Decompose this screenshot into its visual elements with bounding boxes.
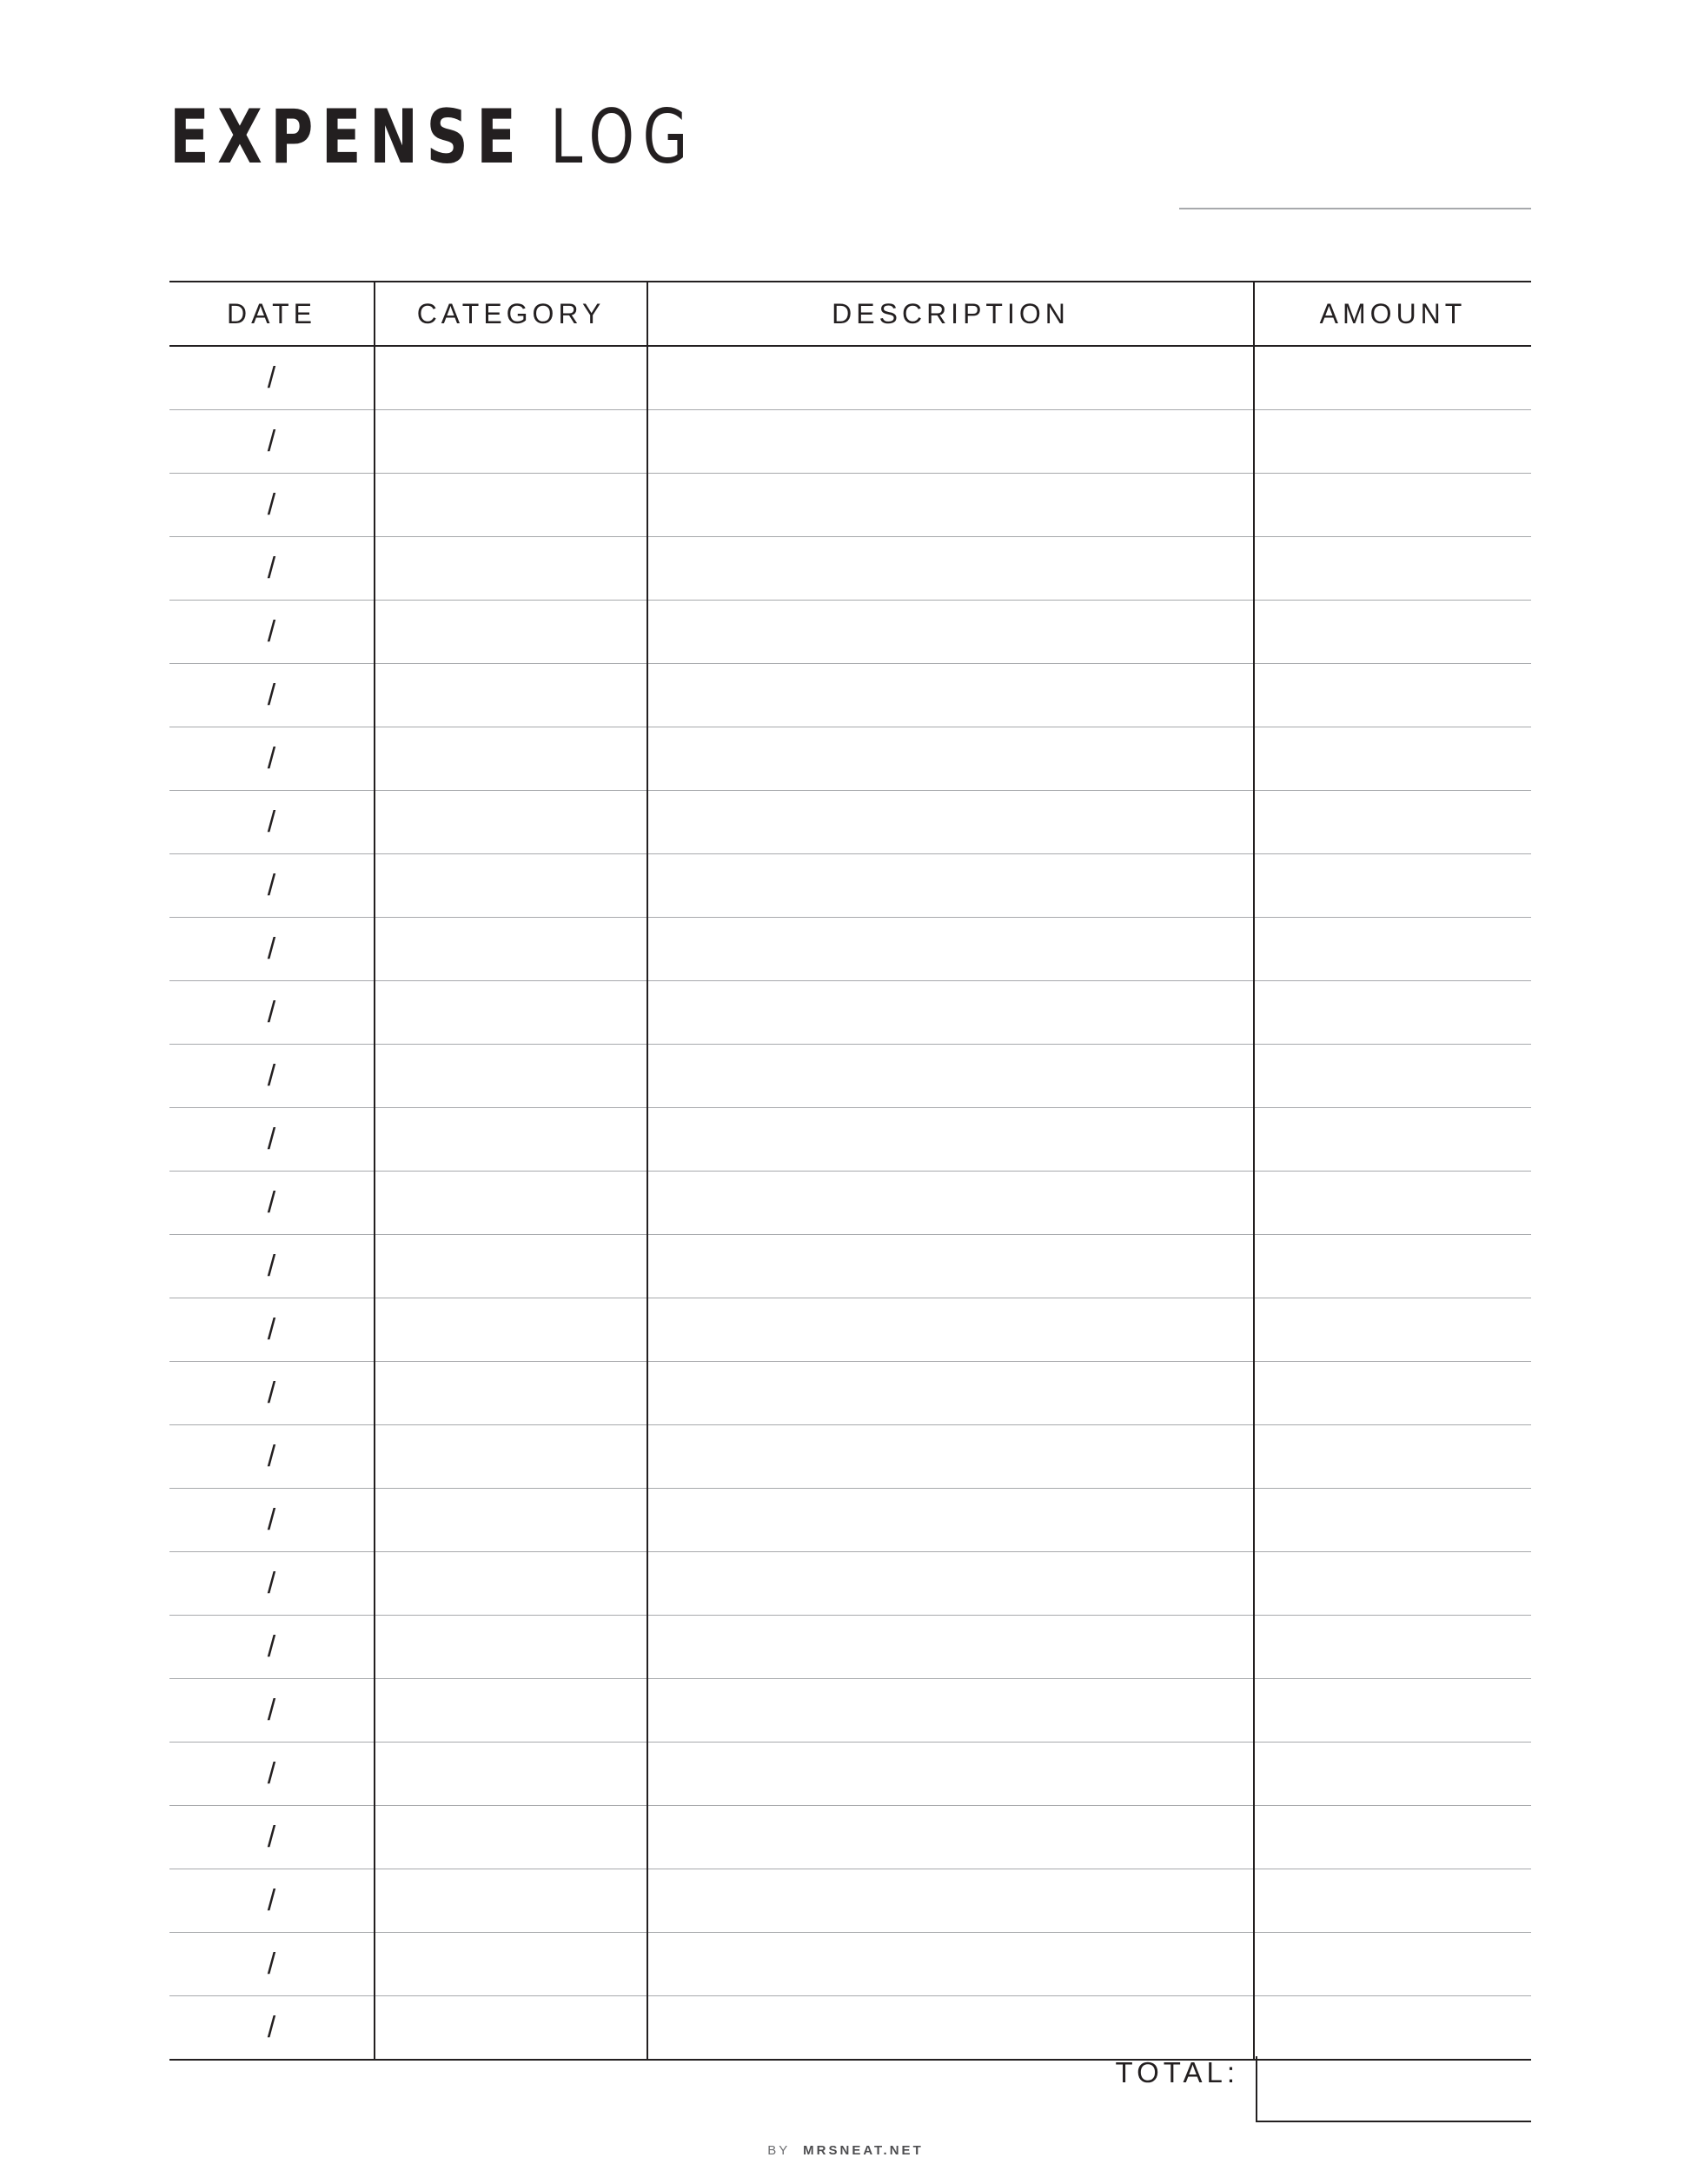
description-cell[interactable] (647, 1045, 1254, 1108)
table-row (169, 1743, 1531, 1806)
amount-cell[interactable] (1254, 601, 1531, 664)
description-cell[interactable] (647, 1108, 1254, 1172)
category-cell[interactable] (375, 474, 647, 537)
description-cell[interactable] (647, 664, 1254, 727)
category-cell[interactable] (375, 1869, 647, 1933)
date-cell[interactable]: / (169, 1806, 375, 1869)
category-cell[interactable] (375, 791, 647, 854)
amount-cell[interactable] (1254, 981, 1531, 1045)
amount-cell[interactable] (1254, 1743, 1531, 1806)
category-cell[interactable] (375, 1489, 647, 1552)
description-cell[interactable] (647, 1616, 1254, 1679)
table-row (169, 791, 1531, 854)
amount-cell[interactable] (1254, 1172, 1531, 1235)
date-cell[interactable]: / (169, 918, 375, 981)
date-cell[interactable]: / (169, 981, 375, 1045)
table-row (169, 1552, 1531, 1616)
amount-cell[interactable] (1254, 410, 1531, 474)
table-row (169, 1996, 1531, 2061)
date-cell[interactable]: / (169, 1362, 375, 1425)
description-cell[interactable] (647, 1489, 1254, 1552)
date-cell[interactable]: / (169, 1045, 375, 1108)
table-row (169, 1235, 1531, 1298)
description-cell[interactable] (647, 1806, 1254, 1869)
amount-cell[interactable] (1254, 1362, 1531, 1425)
table-row (169, 601, 1531, 664)
table-row (169, 1869, 1531, 1933)
description-cell[interactable] (647, 601, 1254, 664)
amount-cell[interactable] (1254, 537, 1531, 601)
amount-cell[interactable] (1254, 918, 1531, 981)
table-row (169, 1679, 1531, 1743)
category-cell[interactable] (375, 537, 647, 601)
table-row (169, 1045, 1531, 1108)
title-bold: EXPENSE (169, 94, 525, 181)
category-cell[interactable] (375, 1616, 647, 1679)
description-cell[interactable] (647, 727, 1254, 791)
date-cell[interactable]: / (169, 1425, 375, 1489)
amount-cell[interactable] (1254, 854, 1531, 918)
amount-cell[interactable] (1254, 346, 1531, 410)
description-cell[interactable] (647, 1552, 1254, 1616)
amount-cell[interactable] (1254, 1489, 1531, 1552)
description-cell[interactable] (647, 346, 1254, 410)
date-cell[interactable]: / (169, 1679, 375, 1743)
table-row (169, 664, 1531, 727)
category-cell[interactable] (375, 854, 647, 918)
category-cell[interactable] (375, 664, 647, 727)
table-row (169, 346, 1531, 410)
category-cell[interactable] (375, 1552, 647, 1616)
amount-cell[interactable] (1254, 1552, 1531, 1616)
amount-cell[interactable] (1254, 1869, 1531, 1933)
description-cell[interactable] (647, 1933, 1254, 1996)
table-row (169, 918, 1531, 981)
category-cell[interactable] (375, 1172, 647, 1235)
description-cell[interactable] (647, 1679, 1254, 1743)
amount-cell[interactable] (1254, 474, 1531, 537)
table-row (169, 981, 1531, 1045)
date-cell[interactable]: / (169, 1869, 375, 1933)
table-row (169, 1425, 1531, 1489)
table-row (169, 727, 1531, 791)
category-cell[interactable] (375, 601, 647, 664)
footer-brand: MRSNEAT.NET (803, 2143, 924, 2158)
table-row (169, 1616, 1531, 1679)
table-row (169, 1362, 1531, 1425)
header-description: DESCRIPTION (647, 282, 1254, 346)
footer-credit (0, 2143, 1691, 2158)
category-cell[interactable] (375, 981, 647, 1045)
footer-by: BY (767, 2143, 790, 2158)
category-cell[interactable] (375, 918, 647, 981)
category-cell[interactable] (375, 1425, 647, 1489)
table-row (169, 1172, 1531, 1235)
table-row (169, 410, 1531, 474)
amount-cell[interactable] (1254, 664, 1531, 727)
expense-log-table (169, 281, 1531, 2061)
date-cell[interactable]: / (169, 664, 375, 727)
description-cell[interactable] (647, 1298, 1254, 1362)
amount-cell[interactable] (1254, 1996, 1531, 2061)
table-row (169, 537, 1531, 601)
table-header-row (169, 282, 1531, 346)
total-label: TOTAL: (1115, 2056, 1239, 2088)
amount-cell[interactable] (1254, 1425, 1531, 1489)
table-row (169, 1933, 1531, 1996)
header-category: CATEGORY (375, 282, 647, 346)
description-cell[interactable] (647, 1172, 1254, 1235)
header-date: DATE (169, 282, 375, 346)
amount-cell[interactable] (1254, 1235, 1531, 1298)
amount-cell[interactable] (1254, 1616, 1531, 1679)
date-cell[interactable]: / (169, 1298, 375, 1362)
date-cell[interactable]: / (169, 854, 375, 918)
category-cell[interactable] (375, 1235, 647, 1298)
table-body (169, 346, 1531, 2060)
amount-cell[interactable] (1254, 1933, 1531, 1996)
table-row (169, 474, 1531, 537)
date-cell[interactable]: / (169, 1552, 375, 1616)
description-cell[interactable] (647, 791, 1254, 854)
description-cell[interactable] (647, 981, 1254, 1045)
date-cell[interactable]: / (169, 1172, 375, 1235)
date-cell[interactable]: / (169, 1235, 375, 1298)
category-cell[interactable] (375, 1298, 647, 1362)
category-cell[interactable] (375, 346, 647, 410)
date-cell[interactable]: / (169, 1489, 375, 1552)
description-cell[interactable] (647, 918, 1254, 981)
description-cell[interactable] (647, 1996, 1254, 2061)
date-cell[interactable]: / (169, 537, 375, 601)
table-row (169, 1298, 1531, 1362)
date-cell[interactable]: / (169, 346, 375, 410)
amount-cell[interactable] (1254, 1108, 1531, 1172)
category-cell[interactable] (375, 1679, 647, 1743)
description-cell[interactable] (647, 1235, 1254, 1298)
description-cell[interactable] (647, 1869, 1254, 1933)
category-cell[interactable] (375, 1933, 647, 1996)
table-row (169, 1108, 1531, 1172)
category-cell[interactable] (375, 1743, 647, 1806)
date-cell[interactable]: / (169, 1743, 375, 1806)
amount-cell[interactable] (1254, 727, 1531, 791)
date-cell[interactable]: / (169, 410, 375, 474)
amount-cell[interactable] (1254, 1679, 1531, 1743)
description-cell[interactable] (647, 1362, 1254, 1425)
amount-cell[interactable] (1254, 1806, 1531, 1869)
date-write-line[interactable] (1179, 208, 1531, 209)
date-cell[interactable]: / (169, 1108, 375, 1172)
table-row (169, 1806, 1531, 1869)
date-cell[interactable]: / (169, 474, 375, 537)
date-cell[interactable]: / (169, 727, 375, 791)
date-cell[interactable]: / (169, 1616, 375, 1679)
category-cell[interactable] (375, 727, 647, 791)
category-cell[interactable] (375, 1806, 647, 1869)
title-light: LOG (549, 94, 696, 181)
amount-cell[interactable] (1254, 791, 1531, 854)
category-cell[interactable] (375, 1362, 647, 1425)
total-amount-field[interactable] (1256, 2056, 1531, 2122)
category-cell[interactable] (375, 1045, 647, 1108)
category-cell[interactable] (375, 410, 647, 474)
header-amount: AMOUNT (1254, 282, 1531, 346)
description-cell[interactable] (647, 537, 1254, 601)
description-cell[interactable] (647, 854, 1254, 918)
description-cell[interactable] (647, 1425, 1254, 1489)
amount-cell[interactable] (1254, 1045, 1531, 1108)
description-cell[interactable] (647, 1743, 1254, 1806)
description-cell[interactable] (647, 474, 1254, 537)
table-row (169, 854, 1531, 918)
page-title (169, 94, 737, 189)
amount-cell[interactable] (1254, 1298, 1531, 1362)
category-cell[interactable] (375, 1996, 647, 2061)
date-cell[interactable]: / (169, 601, 375, 664)
date-cell[interactable]: / (169, 791, 375, 854)
table-row (169, 1489, 1531, 1552)
date-cell[interactable]: / (169, 1933, 375, 1996)
date-cell[interactable]: / (169, 1996, 375, 2061)
description-cell[interactable] (647, 410, 1254, 474)
category-cell[interactable] (375, 1108, 647, 1172)
